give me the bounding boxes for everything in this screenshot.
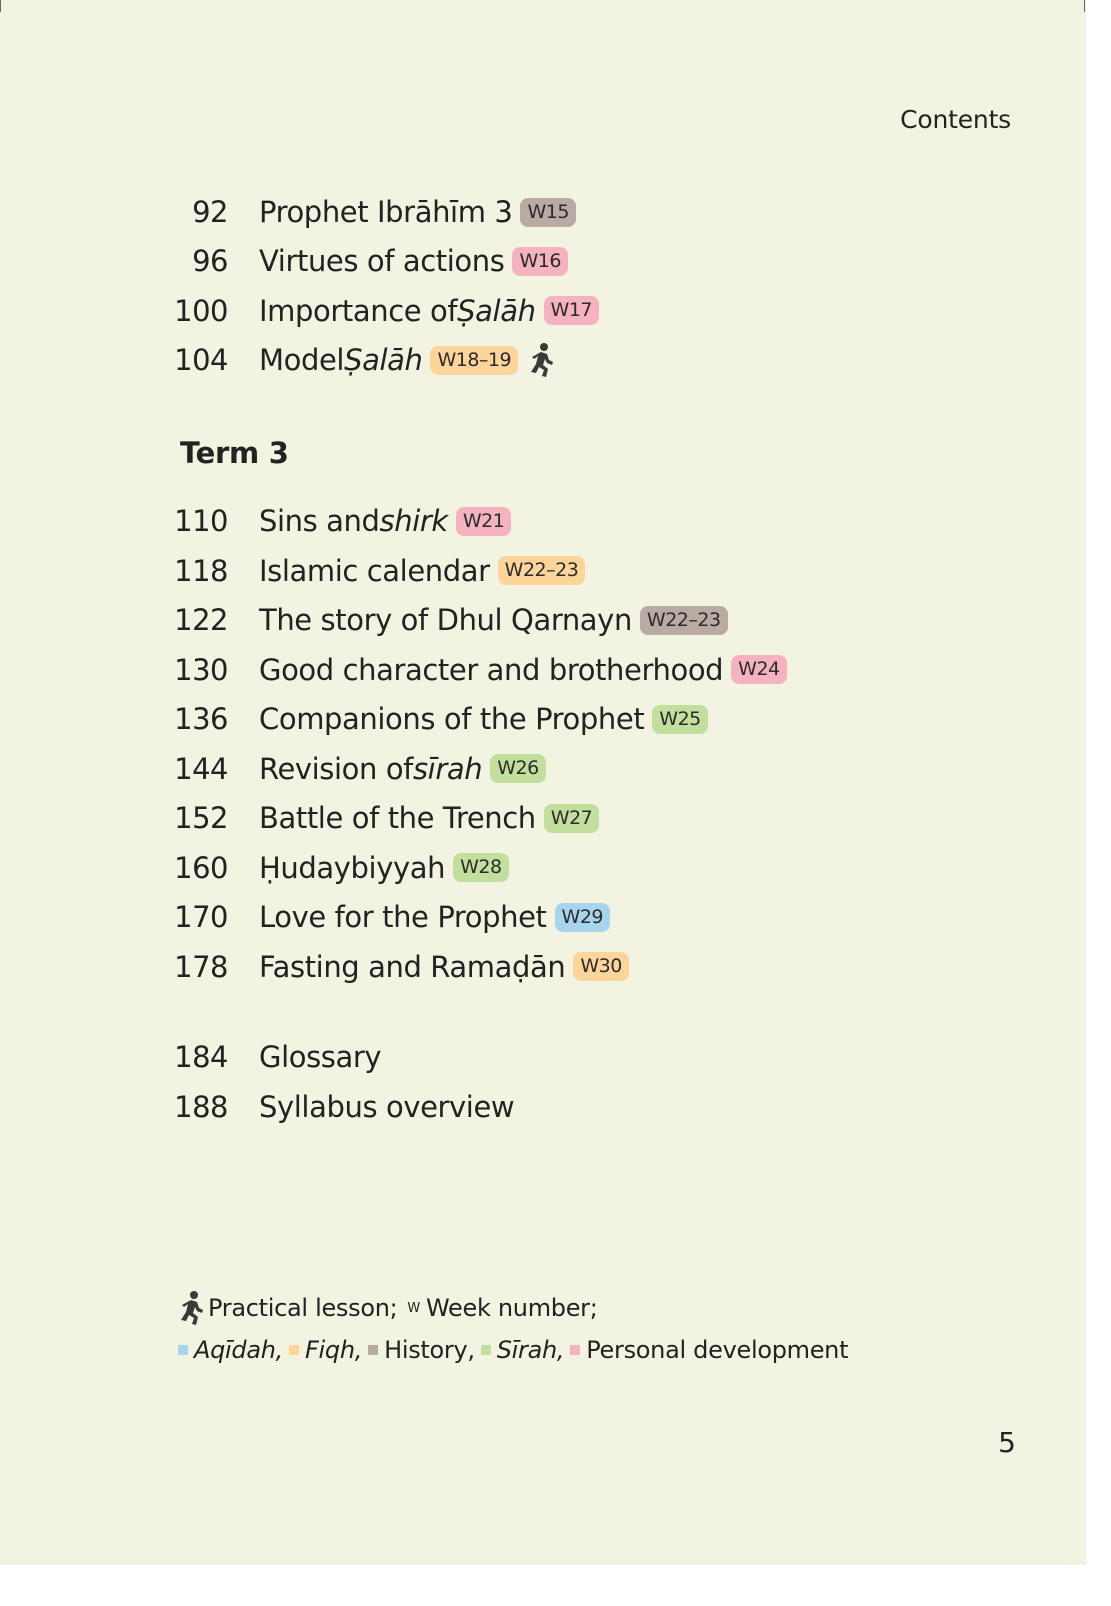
week-badge: W21 bbox=[456, 507, 511, 536]
entry-title bbox=[259, 1040, 381, 1074]
entry-title-italic: Ṣalāh bbox=[344, 343, 423, 378]
week-badge: W22–23 bbox=[498, 556, 586, 585]
contents-entry[interactable] bbox=[0, 751, 546, 787]
entry-title-text: Glossary bbox=[259, 1040, 382, 1074]
week-badge: W30 bbox=[573, 952, 628, 981]
week-badge: W28 bbox=[453, 853, 508, 882]
contents-entry[interactable] bbox=[0, 553, 585, 589]
week-badge: W22–23 bbox=[640, 606, 728, 635]
entry-title-text: Good character and brotherhood bbox=[259, 652, 724, 687]
legend-aqidah: Aqīdah, bbox=[194, 1336, 284, 1364]
contents-entry[interactable] bbox=[0, 293, 599, 329]
entry-title-text: Virtues of actions bbox=[259, 244, 505, 279]
contents-entry[interactable] bbox=[0, 342, 557, 378]
entry-title-text: The story of Dhul Qarnayn bbox=[259, 603, 632, 637]
entry-page-number: 178 bbox=[174, 949, 228, 984]
entry-page-number: 118 bbox=[174, 553, 228, 588]
entry-title bbox=[259, 653, 787, 687]
runner-icon bbox=[178, 1290, 206, 1326]
legend-sirah: Sīrah, bbox=[496, 1336, 565, 1364]
entry-title-italic: sīrah bbox=[412, 751, 483, 786]
entry-title-text: Islamic calendar bbox=[259, 553, 490, 588]
entry-title-italic: shirk bbox=[379, 504, 448, 538]
legend-week-marker: W bbox=[407, 1300, 420, 1316]
entry-title-text: Battle of the Trench bbox=[259, 801, 536, 835]
legend-swatch-personal bbox=[570, 1345, 580, 1355]
entry-page-number: 110 bbox=[174, 504, 228, 538]
entry-title-text: Love for the Prophet bbox=[259, 900, 547, 934]
entry-title-text: Revision of bbox=[259, 751, 413, 786]
contents-entry[interactable] bbox=[0, 243, 568, 279]
legend-practical-label: Practical lesson; bbox=[208, 1294, 398, 1322]
contents-entry[interactable] bbox=[0, 949, 629, 985]
contents-entry[interactable] bbox=[0, 652, 787, 688]
contents-entry[interactable] bbox=[0, 503, 511, 539]
entry-title-text: Prophet Ibrāhīm 3 bbox=[259, 195, 513, 229]
week-badge: W26 bbox=[490, 754, 545, 783]
legend-line-2 bbox=[178, 1336, 848, 1364]
contents-entry[interactable] bbox=[0, 1039, 381, 1075]
page-number: 5 bbox=[998, 1426, 1016, 1459]
entry-title-text: Importance of bbox=[259, 293, 458, 328]
entry-title bbox=[259, 195, 576, 229]
entry-page-number: 144 bbox=[174, 751, 228, 786]
contents-entry[interactable] bbox=[0, 800, 599, 836]
entry-page-number: 104 bbox=[174, 343, 228, 378]
entry-page-number: 92 bbox=[192, 195, 228, 229]
entry-page-number: 136 bbox=[174, 702, 228, 736]
week-badge: W25 bbox=[652, 705, 707, 734]
entry-title bbox=[259, 950, 629, 984]
week-badge: W27 bbox=[544, 804, 599, 833]
term-heading: Term 3 bbox=[180, 436, 289, 470]
entry-title bbox=[259, 851, 509, 885]
week-badge: W29 bbox=[555, 903, 610, 932]
entry-page-number: 184 bbox=[174, 1040, 228, 1074]
legend-swatch-history bbox=[368, 1345, 378, 1355]
entry-page-number: 96 bbox=[192, 244, 228, 279]
entry-title bbox=[259, 244, 568, 278]
entry-page-number: 188 bbox=[174, 1089, 228, 1124]
entry-title bbox=[259, 900, 610, 934]
entry-title-text: Syllabus overview bbox=[259, 1089, 515, 1124]
legend-week-label: Week number; bbox=[425, 1294, 598, 1322]
week-badge: W18–19 bbox=[430, 346, 518, 375]
entry-title bbox=[259, 1090, 514, 1124]
entry-page-number: 122 bbox=[174, 603, 228, 637]
legend-fiqh: Fiqh, bbox=[305, 1336, 363, 1364]
legend-swatch-sirah bbox=[481, 1345, 491, 1355]
entry-title-text: Sins and bbox=[259, 504, 380, 538]
entry-title-text: Model bbox=[259, 343, 345, 378]
entry-page-number: 170 bbox=[174, 900, 228, 934]
week-badge: W17 bbox=[544, 296, 599, 325]
entry-title-text: Fasting and Ramaḍān bbox=[259, 949, 566, 984]
entry-page-number: 160 bbox=[174, 850, 228, 885]
entry-title-italic: Ṣalāh bbox=[457, 293, 536, 328]
crop-mark bbox=[1084, 0, 1085, 12]
contents-entry[interactable] bbox=[0, 899, 610, 935]
week-badge: W16 bbox=[512, 247, 567, 276]
contents-entry[interactable] bbox=[0, 850, 509, 886]
entry-title bbox=[259, 752, 546, 786]
entry-title bbox=[259, 504, 511, 538]
contents-entry[interactable] bbox=[0, 602, 728, 638]
entry-title bbox=[259, 554, 585, 588]
week-badge: W15 bbox=[520, 198, 575, 227]
entry-title-text: Ḥudaybiyyah bbox=[259, 850, 446, 885]
legend-line-1 bbox=[178, 1290, 598, 1326]
entry-title bbox=[259, 603, 728, 637]
crop-mark bbox=[0, 0, 1, 12]
legend-swatch-aqidah bbox=[178, 1345, 188, 1355]
legend-swatch-fiqh bbox=[289, 1345, 299, 1355]
entry-title bbox=[259, 342, 557, 378]
entry-page-number: 130 bbox=[174, 652, 228, 687]
contents-entry[interactable] bbox=[0, 701, 708, 737]
section-title: Contents bbox=[900, 105, 1011, 134]
contents-entry[interactable] bbox=[0, 194, 576, 230]
week-badge: W24 bbox=[731, 655, 786, 684]
entry-title bbox=[259, 801, 599, 835]
contents-entry[interactable] bbox=[0, 1089, 514, 1125]
entry-page-number: 100 bbox=[174, 293, 228, 328]
entry-title bbox=[259, 294, 599, 328]
runner-icon bbox=[527, 342, 557, 378]
entry-title bbox=[259, 702, 708, 736]
legend-personal: Personal development bbox=[586, 1336, 849, 1364]
entry-title-text: Companions of the Prophet bbox=[259, 702, 645, 736]
legend-history: History, bbox=[384, 1336, 475, 1364]
entry-page-number: 152 bbox=[174, 801, 228, 835]
